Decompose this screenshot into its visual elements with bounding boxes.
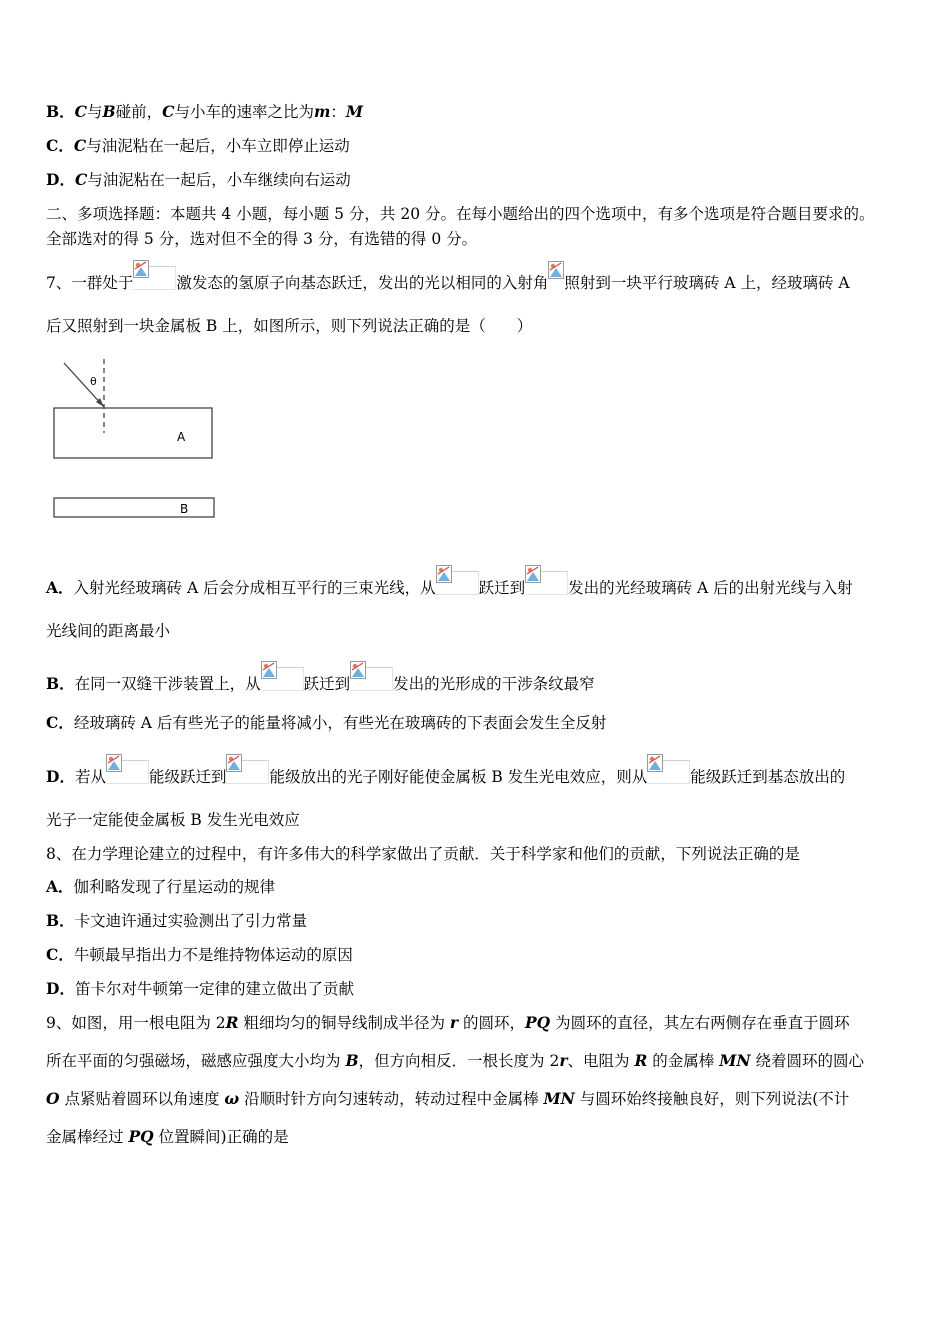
option-b-prev (46, 102, 363, 122)
text: 粗细均匀的铜导线制成半径为 (238, 1014, 450, 1032)
broken-image-icon (261, 667, 304, 691)
var: R (225, 1013, 239, 1032)
q8-option-c (46, 945, 353, 965)
text: 与油泥粘在一起后，小车继续向右运动 (87, 171, 351, 189)
text: 与小车的速率之比为 (174, 103, 314, 121)
text: 能级放出的光子刚好能使金属板 B 发生光电效应，则从 (269, 768, 648, 786)
text: 点紧贴着圆环以角速度 (59, 1090, 225, 1108)
var-c: C (74, 102, 87, 121)
broken-image-icon (350, 667, 393, 691)
text: 发出的光经玻璃砖 A 后的出射光线与入射 (568, 579, 853, 597)
text: ： (330, 103, 346, 121)
var-m: m (313, 102, 331, 121)
var: PQ (525, 1013, 551, 1032)
option-d-prev (46, 170, 351, 190)
broken-image-icon (647, 760, 690, 784)
text: 能级跃迁到 (148, 768, 227, 786)
text: 碰前， (115, 103, 163, 121)
q7-option-c (46, 713, 606, 733)
q7-option-d (46, 760, 845, 787)
metal-plate-b (54, 498, 214, 517)
text: 所在平面的匀强磁场，磁感应强度大小均为 (46, 1052, 346, 1070)
q8-option-b (46, 911, 307, 931)
var-c: C (74, 170, 88, 189)
text: 7、一群处于 (46, 274, 134, 292)
q9-stem-line2 (46, 1051, 864, 1071)
text: 能级跃迁到基态放出的 (690, 768, 846, 786)
text: 照射到一块平行玻璃砖 A 上，经玻璃砖 A (564, 274, 850, 292)
option-label: C． (46, 136, 74, 155)
broken-image-icon (133, 266, 176, 290)
brick-a-label: A (177, 430, 186, 444)
var: B (345, 1051, 359, 1070)
text: 入射光经玻璃砖 A 后会分成相互平行的三束光线，从 (73, 579, 436, 597)
q7-option-a (46, 571, 853, 598)
text: 跃迁到 (303, 675, 351, 693)
var: r (559, 1051, 568, 1070)
glass-brick-figure (50, 355, 220, 525)
text: 经玻璃砖 A 后有些光子的能量将减小，有些光在玻璃砖的下表面会发生全反射 (73, 714, 607, 732)
var-b: B (102, 102, 116, 121)
text: 在同一双缝干涉装置上，从 (74, 675, 261, 693)
option-label: B． (46, 102, 75, 121)
text: 发出的光形成的干涉条纹最窄 (393, 675, 595, 693)
var: PQ (128, 1127, 154, 1146)
text: 的金属棒 (647, 1052, 720, 1070)
broken-image-icon (548, 267, 564, 290)
var-c: C (73, 136, 87, 155)
text: 为圆环的直径，其左右两侧存在垂直于圆环 (550, 1014, 850, 1032)
q9-stem-line3 (46, 1089, 849, 1109)
option-label: C． (46, 945, 74, 964)
var: O (46, 1089, 60, 1108)
text: 9、如图，用一根电阻为 2 (46, 1014, 226, 1032)
option-label: A． (46, 877, 74, 896)
section-header-line1: 二、多项选择题：本题共 4 小题，每小题 5 分，共 20 分。在每小题给出的四个选项中，有多个选项是符合题目要求的。 (46, 205, 875, 223)
q7-option-a-cont: 光线间的距离最小 (46, 622, 171, 640)
option-c-prev (46, 136, 350, 156)
var: R (634, 1051, 648, 1070)
text: 与圆环始终接触良好，则下列说法(不计 (574, 1090, 850, 1108)
broken-image-icon (525, 571, 568, 595)
theta-label: θ (90, 375, 97, 388)
glass-brick-a (54, 408, 212, 458)
text: 、电阻为 (567, 1052, 635, 1070)
q7-option-d-cont: 光子一定能使金属板 B 发生光电效应 (46, 811, 300, 829)
var-M: M (345, 102, 364, 121)
broken-image-icon (226, 760, 269, 784)
broken-image-icon (436, 571, 479, 595)
text: 的圆环， (458, 1014, 526, 1032)
text: 与 (86, 103, 103, 121)
option-label: D． (46, 170, 75, 189)
q8-option-d (46, 979, 354, 999)
var-c: C (162, 102, 175, 121)
q8-stem: 8、在力学理论建立的过程中，有许多伟大的科学家做出了贡献．关于科学家和他们的贡献，下列说法正确的是 (46, 845, 800, 863)
text: ，但方向相反．一根长度为 2 (358, 1052, 560, 1070)
q8-option-a (46, 877, 275, 897)
broken-image-icon (106, 760, 149, 784)
option-label: D． (46, 979, 75, 998)
text: 笛卡尔对牛顿第一定律的建立做出了贡献 (74, 980, 354, 998)
text: 跃迁到 (478, 579, 526, 597)
text: 若从 (74, 768, 106, 786)
text: 与油泥粘在一起后，小车立即停止运动 (86, 137, 350, 155)
var: MN (543, 1089, 575, 1108)
q7-stem-line1 (46, 266, 850, 293)
option-label: B． (46, 911, 75, 930)
q9-stem-line4 (46, 1127, 289, 1147)
section-header-line2: 全部选对的得 5 分，选对但不全的得 3 分，有选错的得 0 分。 (46, 230, 478, 248)
text: 金属棒经过 (46, 1128, 129, 1146)
plate-b-label: B (180, 502, 189, 516)
text: 卡文迪许通过实验测出了引力常量 (74, 912, 308, 930)
var: MN (719, 1051, 751, 1070)
var: ω (224, 1089, 240, 1108)
option-label: A． (46, 578, 74, 597)
option-label: D． (46, 767, 75, 786)
option-label: C． (46, 713, 74, 732)
option-label: B． (46, 674, 75, 693)
q7-option-b (46, 667, 595, 694)
q7-stem-line2: 后又照射到一块金属板 B 上，如图所示，则下列说法正确的是（ ） (46, 317, 533, 335)
text: 沿顺时针方向匀速转动，转动过程中金属棒 (239, 1090, 544, 1108)
q9-stem-line1 (46, 1013, 850, 1033)
text: 伽利略发现了行星运动的规律 (73, 878, 276, 896)
text: 激发态的氢原子向基态跃迁，发出的光以相同的入射角 (176, 274, 549, 292)
text: 位置瞬间)正确的是 (153, 1128, 289, 1146)
var: r (449, 1013, 459, 1032)
text: 牛顿最早指出力不是维持物体运动的原因 (73, 946, 353, 964)
text: 绕着圆环的圆心 (750, 1052, 864, 1070)
